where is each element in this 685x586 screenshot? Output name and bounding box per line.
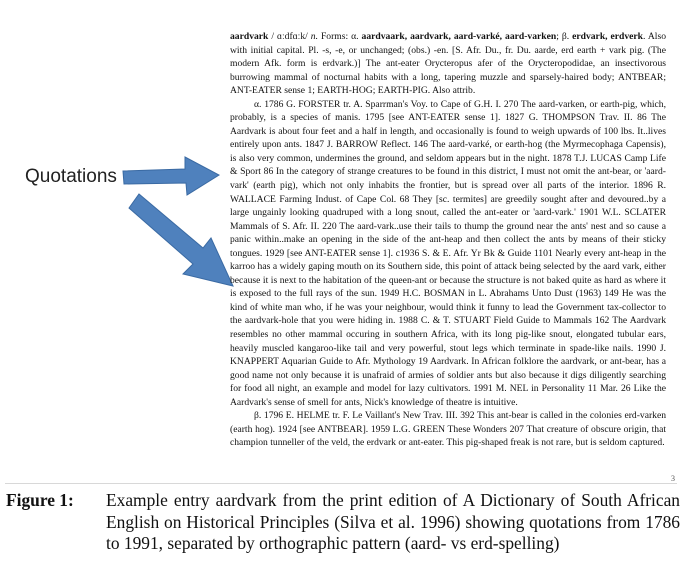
- dictionary-entry: [230, 30, 666, 450]
- entry-forms-alpha: aardvaark, aardvark, aard-varké, aard-varken: [361, 31, 557, 42]
- entry-forms-beta: erdvark, erdverk: [572, 31, 644, 42]
- entry-beta-quotations: β. 1796 E. HELME tr. F. Le Vaillant's New Trav. III. 392 This ant-bear is called in the colonies erd-varken (earth hog). 1924 [see ANTBEAR]. 1959 L.G. GREEN These Wonders 207 That creature of obscure origin, that champion tunneller of the veld, the erdvark or ant-eater. This pig-shaped freak is not rare, but is seldom captured.: [230, 410, 666, 449]
- entry-pronunciation: / ɑːdfɑːk/: [268, 31, 311, 42]
- arrow-right-icon: [123, 155, 223, 197]
- entry-header: [230, 30, 666, 98]
- arrow-down-right-icon: [129, 194, 239, 294]
- entry-forms-intro: Forms: α.: [318, 31, 362, 42]
- entry-forms-beta-intro: ; β.: [556, 31, 573, 42]
- dictionary-figure: [5, 4, 677, 484]
- entry-part-of-speech: n.: [310, 31, 318, 42]
- entry-alpha-quotations: α. 1786 G. FORSTER tr. A. Sparrman's Voy. to Cape of G.H. I. 270 The aard-varken, or earth-pig, which, probably, is a species of manis. 1795 [see ANT-EATER sense 1]. 1827 G. THOMPSON Trav. II. 86 The Aardvark is about four feet and a half in length, and occasionally is found to weigh upwards of 100 lbs. It..lives entirely upon ants. 1847 J. BARROW Reflect. 146 The aard-varké, or earth-hog (the Myrmecophaga Capensis), is also very common, undermines the ground, and seldom appears but in the night. 1878 T.J. LUCAS Camp Life & Sport 86 In the category of strange creatures to be found in this district, I must not omit the ant-bear, or 'aard-vark' (earth pig), which not only inhabits the frontier, but is spread over all parts of the interior. 1896 R. WALLACE Farming Indust. of Cape Col. 68 They [sc. termites] are greedily sought after and devoured..by a large ungainly looking quadruped with a long snout, called the ant-eater or 'aard-vark.' 1901 W.L. SCLATER Mammals of S. Afr. II. 220 The aard-vark..use their tails to thump the ground near the ants' nest and so cause a panic within..make an opening in the side of the ant-heap and then collect the ants by means of their sticky tongues. 1929 [see ANT-EATER sense 1]. c1936 S. & E. Afr. Yr Bk & Guide 1101 Nearly every ant-heap in the karroo has a widely gaping mouth on its Southern side, this point of attack being selected by the aard vark, either because it is next to the habitation of the queen-ant or because the structure is not baked quite as hard as where it is exposed to the full rays of the sun. 1949 H.C. BOSMAN in L. Abrahams Unto Dust (1963) 149 He was the kind of white man who, if he was your neighbour, would think it funny to lead the Government tax-collector to the aardvark-hole that you were hiding in. 1988 C. & T. STUART Field Guide to Mammals 162 The Aardvark resembles no other mammal occuring in southern Africa, with its long pig-like snout, elongated tubular ears, heavily muscled kangaroo-like tail and very powerful, stout legs which terminate in spade-like nails. 1990 J. KNAPPERT Aquarian Guide to Afr. Mythology 19 Aardvark. In African folklore the aardvark, or ant-bear, has a good name not only because it is unafraid of armies of soldier ants but also because it digs diligently searching for food all night, an example and model for lazy cultivators. 1991 M. NEL in Personality 11 Mar. 26 Like the Aardvark's sense of smell for ants, Nick's knowledge of theatre is intuitive.: [230, 98, 666, 408]
- page-marker: 3: [671, 474, 675, 483]
- entry-etymology: . Also with initial capital. Pl. -s, -e, or unchanged; (obs.) -en. [S. Afr. Du., fr. Du. aarde, erd earth + vark pig. (The modern Afk. form is erdvark.)] The ant-eater Orycteropus afer of the Orycteropodidae, an insectivorous burrowing mammal of nocturnal habits with a long, tapering muzzle and sparsely-haired body; ANTBEAR; ANT-EATER sense 1; EARTH-HOG; EARTH-PIG. Also attrib.: [230, 31, 666, 97]
- caption-text: Example entry aardvark from the print edition of A Dictionary of South African English on Historical Principles (Silva et al. 1996) showing quotations from 1786 to 1991, separated by orthographic pattern (aard- vs erd-spelling): [106, 490, 680, 553]
- caption-label: Figure 1:: [6, 490, 74, 510]
- entry-headword: aardvark: [230, 31, 269, 42]
- quotations-callout-label: Quotations: [25, 166, 117, 187]
